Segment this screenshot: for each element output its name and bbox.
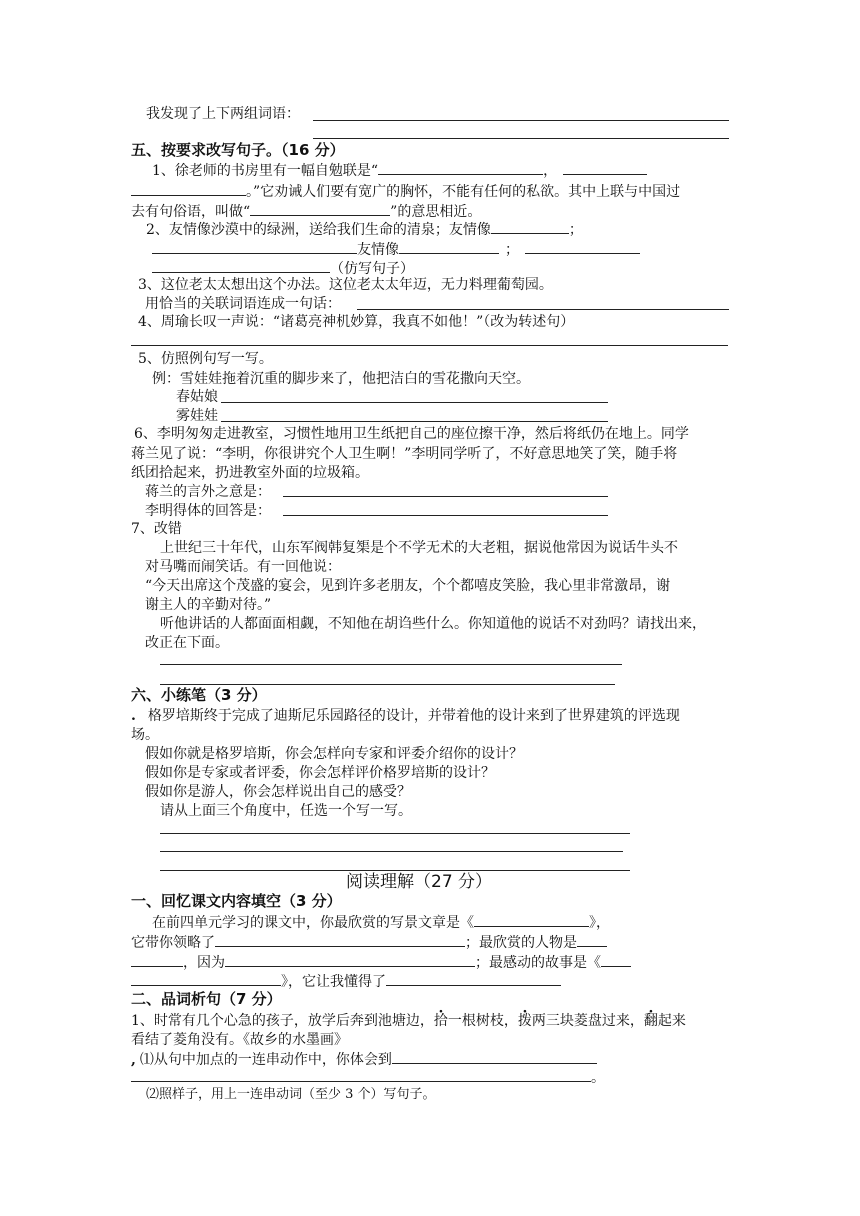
blank[interactable] xyxy=(131,971,281,986)
reading-heading-1: 一、回忆课文内容填空（3 分） xyxy=(131,892,342,910)
q6-line3: 纸团拾起来，扔进教室外面的垃圾箱。 xyxy=(131,465,369,481)
answer-line[interactable] xyxy=(221,421,608,422)
answer-line[interactable] xyxy=(283,515,608,516)
reading-heading-2: 二、品词析句（7 分） xyxy=(131,990,282,1008)
dotted-word: 拨 xyxy=(517,1013,532,1029)
answer-line[interactable] xyxy=(131,345,728,346)
blank[interactable] xyxy=(152,258,330,273)
q7-p1: 上世纪三十年代，山东军阀韩复榘是个不学无术的大老粗，据说他常因为说话牛头不 xyxy=(160,540,678,556)
r2-line3: , ⑴从句中加点的一连串动作中，你体会到 xyxy=(131,1049,597,1070)
q5-fog: 雾娃娃 xyxy=(176,408,218,424)
blank[interactable] xyxy=(131,952,183,967)
sec6-p1: . 格罗培斯终于完成了迪斯尼乐园路径的设计，并带着他的设计来到了世界建筑的评选现 xyxy=(131,708,680,724)
blank[interactable] xyxy=(152,239,357,254)
r2-line4: 。 xyxy=(131,1067,605,1088)
dotted-word: 翻 xyxy=(643,1013,658,1029)
sec6-p5: 假如你是游人，你会怎样说出自己的感受？ xyxy=(145,784,411,800)
q6-implication: 蒋兰的言外之意是： xyxy=(145,484,271,500)
r1-line3: ，因为 ；最感动的故事是《 xyxy=(131,952,631,973)
blank[interactable] xyxy=(215,932,465,947)
dotted-word: 拾 xyxy=(433,1013,448,1029)
blank[interactable] xyxy=(131,1067,591,1082)
r2-line2: 看结了菱角没有。《故乡的水墨画》 xyxy=(131,1032,348,1048)
r2-line5: ⑵照样子，用上一连串动词（至少 3 个）写句子。 xyxy=(146,1087,436,1102)
q7-p6: 改正在下面。 xyxy=(145,635,229,651)
answer-line[interactable] xyxy=(357,309,729,310)
section-heading-6: 六、小练笔（3 分） xyxy=(131,686,267,704)
answer-line[interactable] xyxy=(160,833,630,834)
sec6-p4: 假如你是专家或者评委，你会怎样评价格罗培斯的设计？ xyxy=(145,765,495,781)
q5-line: 5、仿照例句写一写。 xyxy=(138,351,273,367)
sec6-p3: 假如你就是格罗培斯，你会怎样向专家和评委介绍你的设计？ xyxy=(145,746,523,762)
answer-line[interactable] xyxy=(283,496,608,497)
q7-p3: “今天出席这个茂盛的宴会，见到许多老朋友，个个都嘻皮笑脸，我心里非常激昂，谢 xyxy=(145,578,671,594)
q5-example: 例：雪娃娃拖着沉重的脚步来了，他把洁白的雪花撒向天空。 xyxy=(152,371,530,387)
q6-answer: 李明得体的回答是： xyxy=(145,503,271,519)
q5-spring: 春姑娘 xyxy=(176,389,218,405)
blank[interactable] xyxy=(225,952,475,967)
blank[interactable] xyxy=(474,912,589,927)
blank[interactable] xyxy=(399,239,499,254)
r1-line1: 在前四单元学习的课文中，你最欣赏的写景文章是《 》， xyxy=(152,912,610,933)
answer-line[interactable] xyxy=(160,870,630,871)
blank[interactable] xyxy=(378,160,543,175)
blank[interactable] xyxy=(392,1049,597,1064)
q1-line3: 去有句俗语，叫做“ ”的意思相近。 xyxy=(131,201,481,222)
r1-line2: 它带你领略了 ；最欣赏的人物是 xyxy=(131,932,607,953)
answer-line[interactable] xyxy=(221,402,608,403)
section-heading-5: 五、按要求改写句子。（16 分） xyxy=(131,141,345,159)
answer-line[interactable] xyxy=(160,851,623,852)
blank[interactable] xyxy=(577,932,607,947)
blank[interactable] xyxy=(601,952,631,967)
q1-line1: 1、徐老师的书房里有一幅自勉联是“ ， xyxy=(152,160,647,181)
blank[interactable] xyxy=(250,201,390,216)
answer-line[interactable] xyxy=(160,664,622,665)
q1-line2: 。”它劝诫人们要有宽广的胸怀，不能有任何的私欲。其中上联与中国过 xyxy=(131,181,680,202)
blank[interactable] xyxy=(525,239,640,254)
q2-line2: 友情像 ； xyxy=(152,239,640,260)
reading-title: 阅读理解（27 分） xyxy=(346,872,493,892)
q3-line2: 用恰当的关联词语连成一句话： xyxy=(145,296,341,312)
q6-line1: 6、李明匆匆走进教室，习惯性地用卫生纸把自己的座位擦干净，然后将纸仍在地上。同学 xyxy=(134,426,689,442)
sec6-p2: 场。 xyxy=(131,727,159,743)
q7-p2: 对马嘴而闹笑话。有一回他说： xyxy=(145,559,341,575)
answer-line[interactable] xyxy=(313,138,729,139)
found-words-label: 我发现了上下两组词语： xyxy=(146,106,300,122)
q2-line1: 2、友情像沙漠中的绿洲，送给我们生命的清泉；友情像 ； xyxy=(146,219,583,240)
r2-line1: 1、时常有几个心急的孩子，放学后奔到池塘边，拾一根树枝，拨两三块菱盘过来，翻起来 xyxy=(131,1013,686,1029)
answer-line[interactable] xyxy=(313,120,729,121)
q7-line: 7、改错 xyxy=(131,521,182,537)
q6-line2: 蒋兰见了说：“李明，你很讲究个人卫生啊！”李明同学听了，不好意思地笑了笑，随手将 xyxy=(131,446,678,462)
r1-line4: 》，它让我懂得了 xyxy=(131,971,561,992)
blank[interactable] xyxy=(491,219,569,234)
blank[interactable] xyxy=(563,160,647,175)
q2-line3: （仿写句子） xyxy=(152,258,414,279)
q3-line1: 3、这位老太太想出这个办法。这位老太太年迈，无力料理葡萄园。 xyxy=(138,277,553,293)
blank[interactable] xyxy=(131,181,246,196)
sec6-p6: 请从上面三个角度中，任选一个写一写。 xyxy=(160,803,412,819)
q7-p4: 谢主人的辛勤对待。” xyxy=(145,597,272,613)
q4-line: 4、周瑜长叹一声说：“诸葛亮神机妙算，我真不如他！”（改为转述句） xyxy=(138,314,575,330)
blank[interactable] xyxy=(386,971,561,986)
q7-p5: 听他讲话的人都面面相觑，不知他在胡诌些什么。你知道他的说话不对劲吗？请找出来， xyxy=(160,616,706,632)
